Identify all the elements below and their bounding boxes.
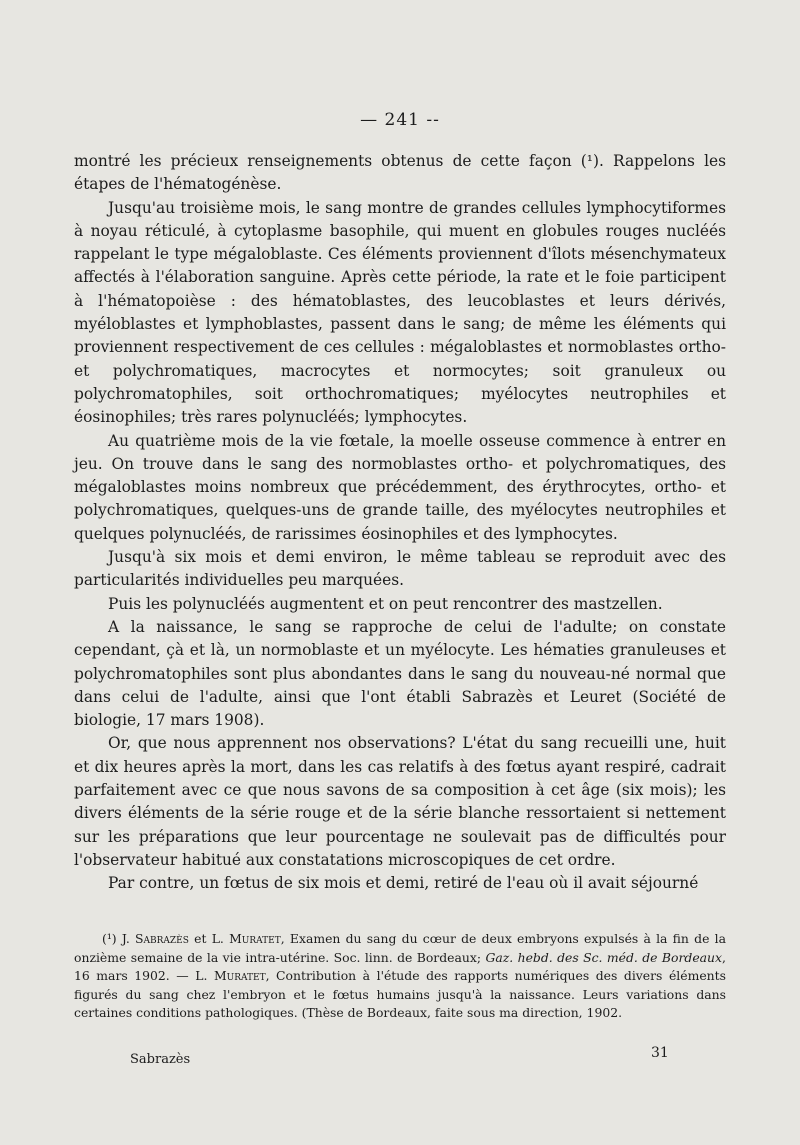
footnote-author: Sabrazès	[135, 931, 189, 946]
footnote-conjunction: et L.	[194, 931, 224, 946]
paragraph: montré les précieux renseignements obtenus de cette façon (¹). Rappelons les étapes de l'hématogénèse.	[74, 152, 726, 194]
footnote-author: Muratet	[229, 931, 281, 946]
paragraph: Puis les polynucléés augmentent et on peut rencontrer des mastzellen.	[108, 594, 663, 613]
footnote-text	[74, 930, 726, 1023]
footnote-citation: , Contribution à l'étude des rapports numériques des divers éléments figurés du sang chez l'embryon et le fœtus humains jusqu'à la naissance. Leurs variations dans certaines conditions pathologiques. (Thèse de Bordeaux, faite sous ma direction, 1902.	[74, 968, 726, 1020]
footer-author: Sabrazès	[130, 1052, 191, 1067]
footnote-citation: , 16 mars 1902. — L.	[74, 949, 726, 983]
signature-mark: 31	[651, 1045, 669, 1061]
paragraph: Par contre, un fœtus de six mois et demi, retiré de l'eau où il avait séjourné	[108, 874, 699, 893]
paragraph: Jusqu'au troisième mois, le sang montre de grandes cellules lymphocytiformes à noyau réticulé, à cytoplasme basophile, qui muent en globules rouges nucléés rappelant le type mégaloblaste. Ces éléments proviennent d'îlots mésenchymateux affectés à l'élaboration sanguine. Après cette période, la rate et le foie participent à l'hématopoièse : des hématoblastes, des leucoblastes et leurs dérivés, myéloblastes et lymphoblastes, passent dans le sang; de même les éléments qui proviennent respectivement de ces cellules : mégaloblastes et normoblastes ortho- et polychromatiques, macrocytes et normocytes; soit granuleux ou polychromatophiles, soit orthochromatiques; myélocytes neutrophiles et éosinophiles; très rares polynucléés; lymphocytes.	[74, 198, 726, 427]
footnote-citation: , Examen du sang du cœur de deux embryons expulsés à la fin de la onzième semaine de la vie intra-utérine. Soc. linn. de Bordeaux;	[74, 931, 726, 965]
paragraph: Au quatrième mois de la vie fœtale, la moelle osseuse commence à entrer en jeu. On trouve dans le sang des normoblastes ortho- et polychromatiques, des mégaloblastes moins nombreux que précédemment, des érythrocytes, ortho- et polychromatiques, quelques-uns de grande taille, des myélocytes neutrophiles et quelques polynucléés, de rarissimes éosinophiles et des lymphocytes.	[74, 431, 726, 543]
footnote-journal: Gaz. hebd. des Sc. méd. de Bordeaux	[485, 949, 723, 965]
paragraph: Jusqu'à six mois et demi environ, le même tableau se reproduit avec des particularités individuelles peu marquées.	[74, 548, 726, 590]
footnote	[74, 930, 726, 1023]
body-text	[74, 150, 726, 896]
page-number: — 241 --	[360, 110, 440, 130]
footnote-mark: (¹) J.	[102, 931, 130, 946]
footnote-author: Muratet	[213, 968, 266, 983]
paragraph: Or, que nous apprennent nos observations? L'état du sang recueilli une, huit et dix heures après la mort, dans les cas relatifs à des fœtus ayant respiré, cadrait parfaitement avec ce que nous savons de sa composition à cet âge (six mois); les divers éléments de la série rouge et de la série blanche ressortaient si nettement sur les préparations que leur pourcentage ne soulevait pas de difficultés pour l'observateur habitué aux constatations microscopiques de cet ordre.	[74, 734, 726, 869]
paragraph: A la naissance, le sang se rapproche de celui de l'adulte; on constate cependant, çà et là, un normoblaste et un myélocyte. Les hématies granuleuses et polychromatophiles sont plus abondantes dans le sang du nouveau-né normal que dans celui de l'adulte, ainsi que l'ont établi Sabrazès et Leuret (Société de biologie, 17 mars 1908).	[74, 617, 726, 730]
